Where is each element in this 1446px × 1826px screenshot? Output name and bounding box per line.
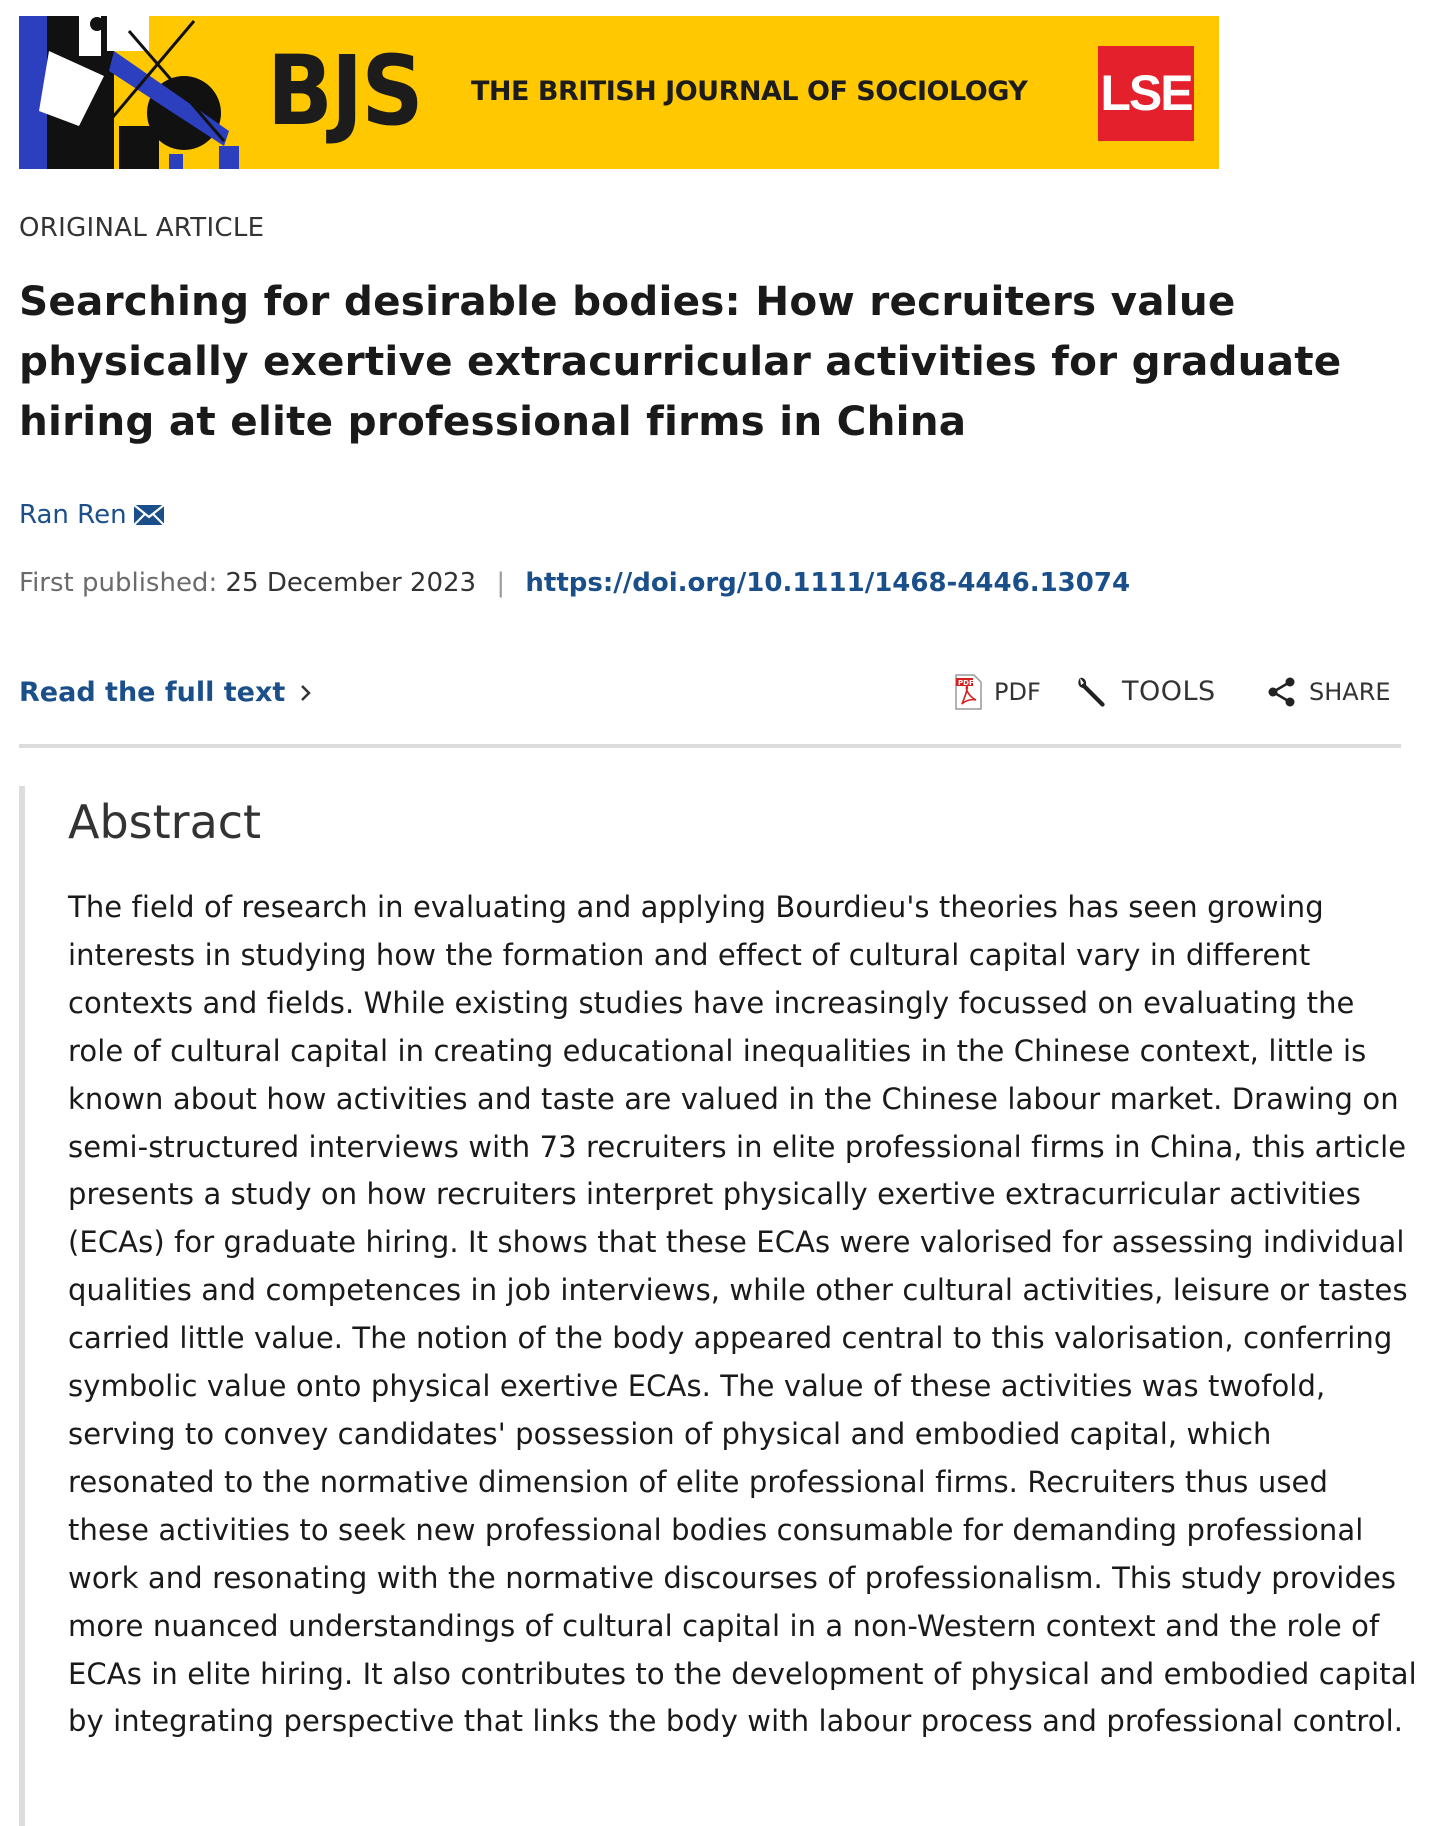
- first-published-date: 25 December 2023: [225, 568, 477, 598]
- article-page: [19, 16, 1417, 1739]
- pdf-button[interactable]: [954, 672, 1041, 712]
- pdf-label: PDF: [994, 678, 1041, 706]
- pdf-file-icon: [954, 674, 982, 710]
- share-button[interactable]: [1267, 672, 1391, 712]
- bjs-logo-text: BJS: [267, 35, 422, 147]
- doi-link[interactable]: https://doi.org/10.1111/1468-4446.13074: [525, 568, 1131, 598]
- article-actions: [19, 672, 1401, 716]
- first-published-label: First published:: [19, 568, 218, 598]
- abstract-heading: Abstract: [68, 795, 262, 849]
- read-full-text-label: Read the full text: [19, 677, 286, 708]
- author-row: [19, 498, 165, 532]
- pub-separator: |: [496, 568, 506, 598]
- section-divider: [19, 744, 1401, 748]
- share-icon: [1267, 676, 1297, 708]
- wrench-icon: [1074, 674, 1110, 710]
- share-label: SHARE: [1309, 678, 1391, 706]
- banner-artwork: [19, 16, 259, 169]
- article-title: Searching for desirable bodies: How recruiters value physically exertive extracurricular activities for graduate hiring at elite professional firms in China: [19, 277, 1342, 445]
- author-link[interactable]: Ran Ren: [19, 500, 127, 530]
- abstract-body: The field of research in evaluating and applying Bourdieu's theories has seen growing interests in studying how the formation and effect of cultural capital vary in different contexts and fields. While existing studies have increasingly focussed on evaluating the role of cultural capital in creating educational inequalities in the Chinese context, little is known about how activities and taste are valued in the Chinese labour market. Drawing on semi-structured interviews with 73 recruiters in elite professional firms in China, this article presents a study on how recruiters interpret physically exertive extracurricular activities (ECAs) for graduate hiring. It shows that these ECAs were valorised for assessing individual qualities and competences in job interviews, while other cultural activities, leisure or tastes carried little value. The notion of the body appeared central to this valorisation, conferring symbolic value onto physical exertive ECAs. The value of these activities was twofold, serving to convey candidates' possession of physical and embodied capital, which resonated to the normative dimension of elite professional firms. Recruiters thus used these activities to seek new professional bodies consumable for demanding professional work and resonating with the normative discourses of professionalism. This study provides more nuanced understandings of cultural capital in a non-Western context and the role of ECAs in elite hiring. It also contributes to the development of physical and embodied capital by integrating perspective that links the body with labour process and professional control.: [68, 890, 1417, 1739]
- svg-text:PDF: PDF: [958, 679, 974, 687]
- article-type: ORIGINAL ARTICLE: [19, 213, 265, 243]
- abstract-section: [19, 786, 1425, 1826]
- lse-badge: LSE: [1098, 46, 1194, 141]
- journal-banner[interactable]: [19, 16, 1219, 169]
- journal-name: THE BRITISH JOURNAL OF SOCIOLOGY: [471, 76, 1028, 107]
- tools-button[interactable]: [1074, 672, 1216, 712]
- publication-info: [19, 566, 1130, 600]
- tools-label: TOOLS: [1122, 676, 1216, 707]
- envelope-icon[interactable]: [133, 504, 165, 526]
